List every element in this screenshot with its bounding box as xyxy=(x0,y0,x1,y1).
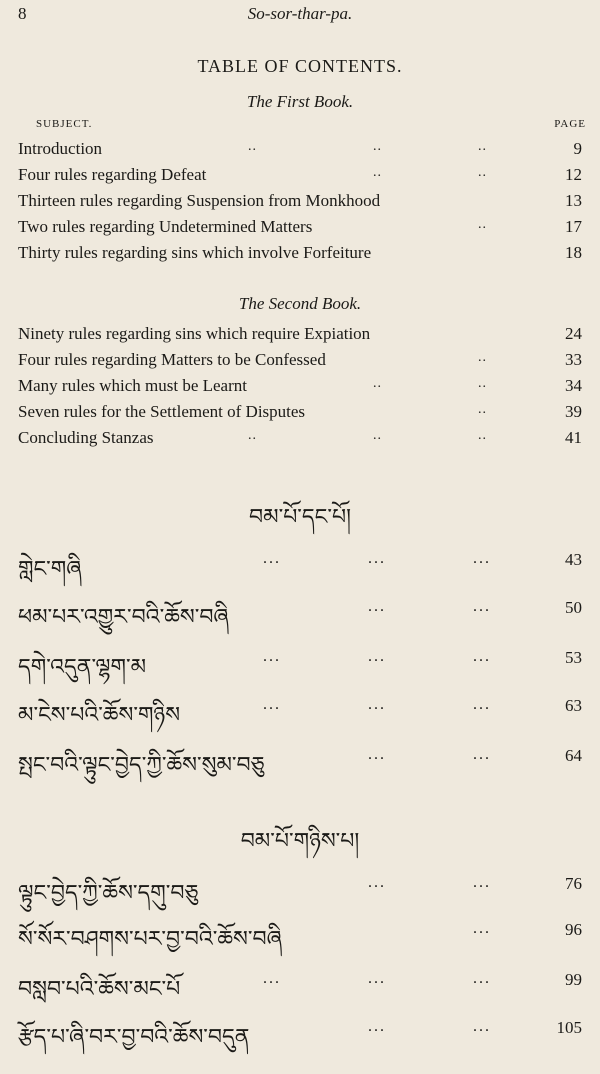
leader-dots: .. xyxy=(478,165,487,180)
leader-dots: ... xyxy=(473,970,491,987)
tibetan-second-volume-heading: བམ་པོ་གཉིས་པ། xyxy=(240,828,360,853)
toc-entry xyxy=(18,243,582,267)
leader-dots: ... xyxy=(473,550,491,567)
entry-title: Two rules regarding Undetermined Matters xyxy=(18,217,316,237)
entry-page: 33 xyxy=(565,350,582,369)
running-title: So-sor-thar-pa. xyxy=(247,4,353,23)
leader-dots: ... xyxy=(473,920,491,937)
entry-page: 105 xyxy=(556,1018,582,1037)
entry-title: བསླབ་པའི་ཆོས་མང་པོ xyxy=(18,976,181,1001)
entry-page: 76 xyxy=(565,874,582,893)
leader-dots: ... xyxy=(368,874,386,891)
first-book-heading: The First Book. xyxy=(246,92,354,111)
leader-dots: ... xyxy=(263,550,281,567)
entry-title: གླེང་གཞི xyxy=(18,556,82,581)
entry-page: 63 xyxy=(565,696,582,715)
entry-page: 50 xyxy=(565,598,582,617)
entry-title: Concluding Stanzas xyxy=(18,428,158,448)
leader-dots: .. xyxy=(373,139,382,154)
entry-page: 18 xyxy=(565,243,582,262)
leader-dots: ... xyxy=(263,648,281,665)
toc-entry xyxy=(18,868,582,908)
leader-dots: .. xyxy=(248,139,257,154)
leader-dots: ... xyxy=(368,696,386,713)
leader-dots: ... xyxy=(368,550,386,567)
entry-title: མ་ངེས་པའི་ཆོས་གཉིས xyxy=(18,702,181,727)
page-column-label: PAGE xyxy=(554,118,586,130)
entry-page: 12 xyxy=(565,165,582,184)
entry-page: 99 xyxy=(565,970,582,989)
toc-entry xyxy=(18,402,582,426)
toc-entry xyxy=(18,217,582,241)
leader-dots: ... xyxy=(368,648,386,665)
toc-entry xyxy=(18,544,582,584)
toc-entry xyxy=(18,690,582,730)
leader-dots: .. xyxy=(478,428,487,443)
entry-title: Four rules regarding Matters to be Confessed xyxy=(18,350,330,370)
second-book-heading: The Second Book. xyxy=(238,294,362,313)
entry-title: Many rules which must be Learnt xyxy=(18,376,251,396)
subject-column-label: SUBJECT. xyxy=(36,118,93,130)
leader-dots: .. xyxy=(478,402,487,417)
leader-dots: ... xyxy=(263,696,281,713)
entry-title: ཕམ་པར་འགྱུར་བའི་ཆོས་བཞི xyxy=(18,604,229,629)
entry-title: Ninety rules regarding sins which require Expiation xyxy=(18,324,374,344)
entry-page: 53 xyxy=(565,648,582,667)
leader-dots: .. xyxy=(478,139,487,154)
toc-entry xyxy=(18,324,582,348)
leader-dots: ... xyxy=(368,598,386,615)
entry-title: Thirteen rules regarding Suspension from Monkhood xyxy=(18,191,384,211)
toc-entry xyxy=(18,964,582,1004)
toc-entry xyxy=(18,914,582,954)
leader-dots: ... xyxy=(473,696,491,713)
entry-page: 64 xyxy=(565,746,582,765)
leader-dots: ... xyxy=(473,746,491,763)
entry-title: Seven rules for the Settlement of Disputes xyxy=(18,402,309,422)
entry-title: Introduction xyxy=(18,139,106,159)
leader-dots: .. xyxy=(373,165,382,180)
toc-entry xyxy=(18,642,582,682)
entry-title: Thirty rules regarding sins which involve Forfeiture xyxy=(18,243,375,263)
leader-dots: ... xyxy=(473,874,491,891)
entry-title: དགེ་འདུན་ལྷག་མ xyxy=(18,654,147,679)
leader-dots: .. xyxy=(478,376,487,391)
toc-entry xyxy=(18,592,582,632)
entry-title: སོ་སོར་བཤགས་པར་བྱ་བའི་ཆོས་བཞི xyxy=(18,926,282,951)
entry-page: 24 xyxy=(565,324,582,343)
entry-page: 9 xyxy=(573,139,582,158)
leader-dots: .. xyxy=(248,428,257,443)
toc-title: TABLE OF CONTENTS. xyxy=(197,56,403,76)
leader-dots: ... xyxy=(263,970,281,987)
entry-title: སྤང་བའི་ལྟུང་བྱེད་ཀྱི་ཆོས་སུམ་བཅུ xyxy=(18,752,265,777)
toc-entry xyxy=(18,191,582,215)
entry-page: 41 xyxy=(565,428,582,447)
toc-entry xyxy=(18,1012,582,1052)
toc-entry xyxy=(18,165,582,189)
entry-page: 39 xyxy=(565,402,582,421)
entry-title: རྩོད་པ་ཞི་བར་བྱ་བའི་ཆོས་བདུན xyxy=(18,1024,250,1049)
entry-title: Four rules regarding Defeat xyxy=(18,165,210,185)
leader-dots: .. xyxy=(478,350,487,365)
page-header xyxy=(18,4,582,30)
entry-title: ལྟུང་བྱེད་ཀྱི་ཆོས་དགུ་བཅུ xyxy=(18,880,199,905)
entry-page: 43 xyxy=(565,550,582,569)
page-number: 8 xyxy=(18,4,27,23)
toc-entry xyxy=(18,740,582,780)
leader-dots: .. xyxy=(373,376,382,391)
leader-dots: .. xyxy=(373,428,382,443)
leader-dots: ... xyxy=(473,598,491,615)
entry-page: 96 xyxy=(565,920,582,939)
leader-dots: ... xyxy=(473,648,491,665)
toc-entry xyxy=(18,428,582,452)
leader-dots: .. xyxy=(478,217,487,232)
leader-dots: ... xyxy=(368,746,386,763)
entry-page: 17 xyxy=(565,217,582,236)
toc-entry xyxy=(18,350,582,374)
entry-page: 13 xyxy=(565,191,582,210)
leader-dots: ... xyxy=(473,1018,491,1035)
toc-entry xyxy=(18,139,582,163)
tibetan-first-volume-heading: བམ་པོ་དང་པོ། xyxy=(249,504,351,529)
toc-entry xyxy=(18,376,582,400)
entry-page: 34 xyxy=(565,376,582,395)
leader-dots: ... xyxy=(368,970,386,987)
leader-dots: ... xyxy=(368,1018,386,1035)
